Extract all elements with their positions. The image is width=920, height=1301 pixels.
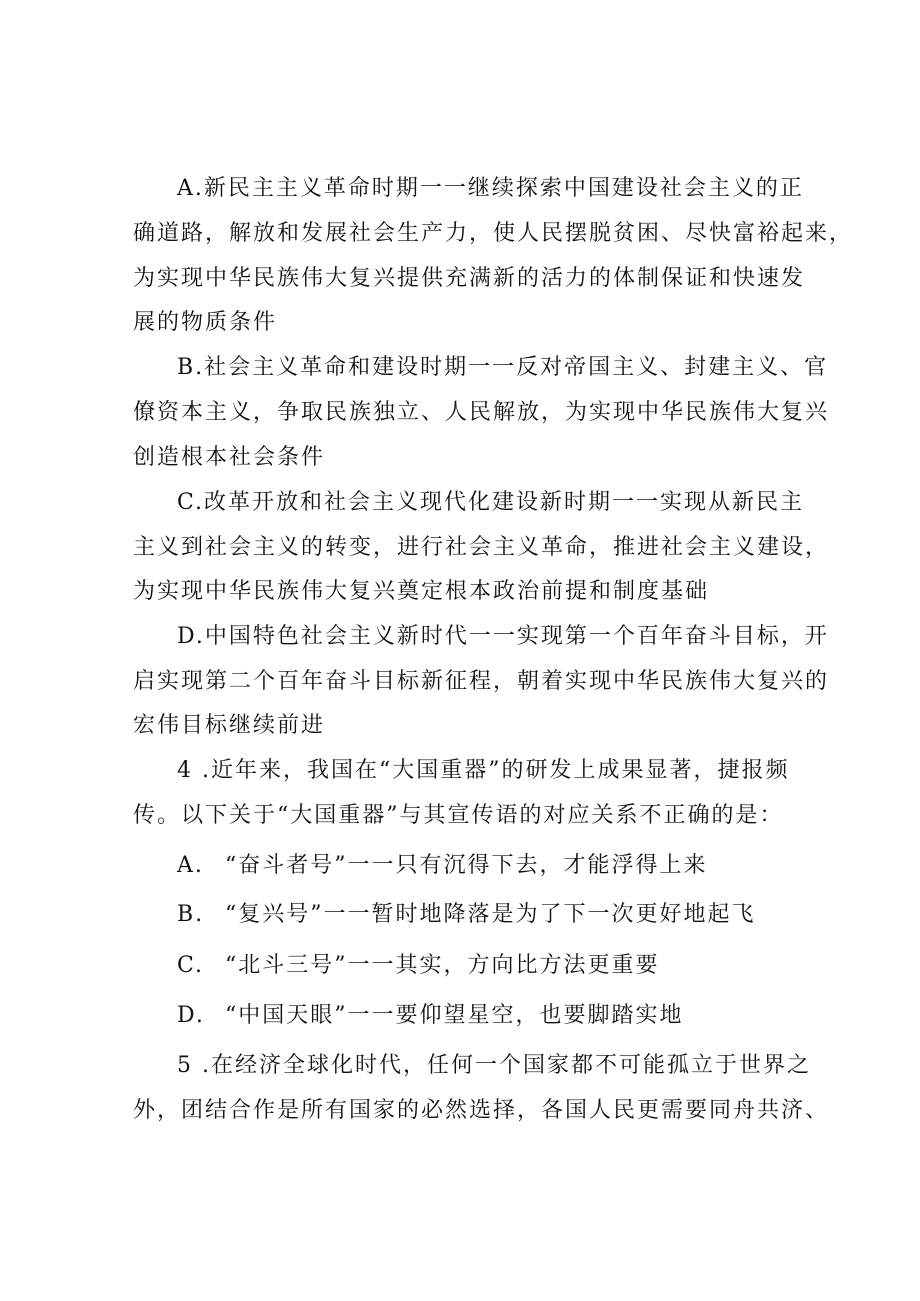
q4-option-d — [177, 1001, 684, 1031]
q4-stem-line-2: 传。以下关于“大国重器”与其宣传语的对应关系不正确的是： — [133, 803, 784, 828]
q4-option-c — [177, 951, 660, 981]
q3-option-c-line-1: C.改革开放和社会主义现代化建设新时期一一实现从新民主 — [177, 490, 805, 515]
q4-option-d-text: “中国天眼”一一要仰望星空，也要脚踏实地 — [225, 1003, 684, 1028]
q5-stem-line-1: 5 .在经济全球化时代，任何一个国家都不可能孤立于世界之 — [177, 1053, 811, 1078]
q3-option-d-line-1: D.中国特色社会主义新时代一一实现第一个百年奋斗目标，开 — [177, 624, 829, 649]
q4-option-b — [177, 900, 756, 930]
q3-option-b-line-1: B.社会主义革命和建设时期一一反对帝国主义、封建主义、官 — [177, 355, 829, 380]
q4-option-d-letter: D. — [177, 1003, 205, 1028]
q3-option-b-line-2: 僚资本主义，争取民族独立、人民解放，为实现中华民族伟大复兴 — [133, 400, 830, 425]
q4-option-b-letter: B. — [177, 902, 205, 927]
q3-option-a-line-3: 为实现中华民族伟大复兴提供充满新的活力的体制保证和快速发 — [133, 266, 806, 291]
q5-stem-line-2: 外，团结合作是所有国家的必然选择，各国人民更需要同舟共济、 — [133, 1098, 830, 1123]
q3-option-a-line-2: 确道路，解放和发展社会生产力，使人民摆脱贫困、尽快富裕起来， — [133, 221, 854, 246]
q3-option-d-line-2: 启实现第二个百年奋斗目标新征程，朝着实现中华民族伟大复兴的 — [133, 669, 830, 694]
q4-option-b-text: “复兴号”一一暂时地降落是为了下一次更好地起飞 — [225, 902, 756, 927]
q4-option-a-text: “奋斗者号”一一只有沉得下去，才能浮得上来 — [225, 853, 708, 878]
q4-stem-line-1: 4 .近年来，我国在“大国重器”的研发上成果显著，捷报频 — [177, 758, 790, 783]
q4-option-c-text: “北斗三号”一一其实，方向比方法更重要 — [225, 953, 660, 978]
q3-option-a-line-1: A.新民主主义革命时期一一继续探索中国建设社会主义的正 — [177, 176, 804, 201]
q3-option-d-line-3: 宏伟目标继续前进 — [133, 713, 326, 738]
q4-option-c-letter: C. — [177, 953, 205, 978]
q3-option-c-line-2: 主义到社会主义的转变，进行社会主义革命，推进社会主义建设， — [133, 535, 830, 560]
q3-option-a-line-4: 展的物质条件 — [133, 310, 278, 335]
q4-option-a — [177, 851, 708, 881]
q3-option-c-line-3: 为实现中华民族伟大复兴奠定根本政治前提和制度基础 — [133, 579, 710, 604]
q4-option-a-letter: A. — [177, 853, 204, 878]
q3-option-b-line-3: 创造根本社会条件 — [133, 445, 326, 470]
